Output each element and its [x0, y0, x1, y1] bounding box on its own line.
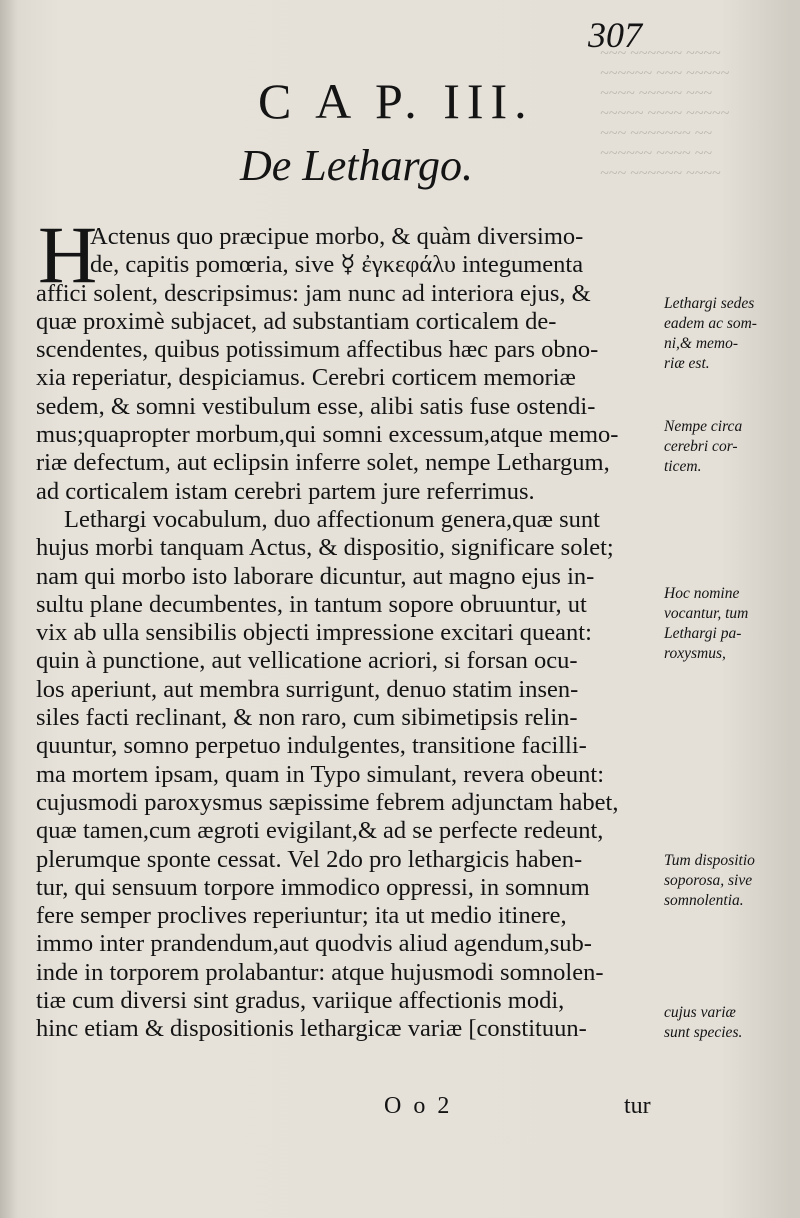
- text-line: los aperiunt, aut membra surrigunt, denuo statim insen-: [36, 675, 579, 703]
- text-line: affici solent, descripsimus: jam nunc ad interiora ejus, &: [36, 279, 591, 307]
- margin-note-line: Lethargi sedes: [664, 295, 755, 312]
- catchword: tur: [624, 1093, 651, 1119]
- text-line: nam qui morbo isto laborare dicuntur, aut magno ejus in-: [36, 562, 595, 590]
- margin-note-line: ticem.: [664, 458, 702, 475]
- margin-note-line: roxysmus,: [664, 645, 726, 662]
- text-line: vix ab ulla sensibilis objecti impressione excitari queant:: [36, 619, 592, 647]
- chapter-heading: C A P. III.: [258, 73, 534, 129]
- text-line: sedem, & somni vestibulum esse, alibi satis fuse ostendi-: [36, 392, 596, 420]
- margin-note-line: soporosa, sive: [664, 872, 753, 889]
- text-line: Lethargi vocabulum, duo affectionum genera,quæ sunt: [64, 505, 600, 533]
- text-line: tiæ cum diversi sint gradus, variique affectionis modi,: [36, 987, 565, 1015]
- signature-mark: O o 2: [384, 1093, 453, 1119]
- text-line: quæ proximè subjacet, ad substantiam corticalem de-: [36, 307, 557, 335]
- text-line: quæ tamen,cum ægroti evigilant,& ad se perfecte redeunt,: [36, 817, 604, 845]
- margin-note-line: vocantur, tum: [664, 605, 749, 622]
- margin-note-line: Tum dispositio: [664, 852, 755, 869]
- text-line: tur, qui sensuum torpore immodico oppressi, in somnum: [36, 873, 590, 901]
- margin-note-hoc-nomine: [664, 584, 796, 664]
- text-line: siles facti reclinant, & non raro, cum sibimetipsis relin-: [36, 704, 578, 732]
- margin-note-line: riæ est.: [664, 355, 710, 372]
- text-line: sultu plane decumbentes, in tantum sopore obruuntur, ut: [36, 590, 587, 618]
- margin-note-line: sunt species.: [664, 1024, 743, 1041]
- bleed-through-text: ~~~ ~~~~~~ ~~~~ ~~~~~~ ~~~ ~~~~~ ~~~~ ~~~~~ ~~~ ~~~~~ ~~~~ ~~~~~ ~~~ ~~~~~~~ ~~ ~~~~~~ ~~~~ ~~ ~~~ ~~~~~~ ~~~~: [600, 45, 730, 182]
- text-line: hujus morbi tanquam Actus, & dispositio, significare solet;: [36, 534, 614, 562]
- chapter-subtitle: De Lethargo.: [240, 141, 474, 190]
- main-text: [36, 209, 656, 1044]
- text-line: quuntur, somno perpetuo indulgentes, transitione facilli-: [36, 732, 587, 760]
- margin-note-line: Lethargi pa-: [664, 625, 742, 642]
- text-line: fere semper proclives reperiuntur; ita ut medio itinere,: [36, 902, 567, 930]
- margin-note-line: Nempe circa: [664, 418, 743, 435]
- drop-cap: H: [38, 209, 98, 300]
- text-line: Actenus quo præcipue morbo, & quàm diversimo-: [90, 223, 584, 250]
- margin-note-lethargi-sedes: [664, 294, 796, 374]
- margin-note-nempe-circa: [664, 417, 796, 477]
- text-line: mus;quapropter morbum,qui somni excessum,atque memo-: [36, 421, 619, 449]
- margin-note-line: cujus variæ: [664, 1004, 736, 1021]
- text-line: immo inter prandendum,aut quodvis aliud agendum,sub-: [36, 930, 592, 958]
- text-line: ma mortem ipsam, quam in Typo simulant, revera obeunt:: [36, 760, 605, 788]
- text-line: de, capitis pomœria, sive ☿ ἐγκεφάλυ integumenta: [90, 251, 584, 279]
- text-line: inde in torporem prolabantur: atque hujusmodi somnolen-: [36, 958, 604, 986]
- margin-note-line: cerebri cor-: [664, 438, 738, 455]
- margin-note-line: somnolentia.: [664, 892, 744, 909]
- margin-note-tum-dispositio: [664, 851, 796, 911]
- text-line: scendentes, quibus potissimum affectibus hæc pars obno-: [36, 336, 599, 364]
- text-line: hinc etiam & dispositionis lethargicæ variæ [constituun-: [36, 1015, 587, 1043]
- text-line: plerumque sponte cessat. Vel 2do pro lethargicis haben-: [36, 845, 583, 873]
- margin-note-line: Hoc nomine: [664, 585, 740, 602]
- page-number: 307: [588, 15, 642, 55]
- text-line: riæ defectum, aut eclipsin inferre solet, nempe Lethargum,: [36, 449, 610, 477]
- text-line: ad corticalem istam cerebri partem jure referrimus.: [36, 477, 535, 505]
- text-line: quin à punctione, aut vellicatione acriori, si forsan ocu-: [36, 647, 578, 675]
- margin-note-line: eadem ac som-: [664, 315, 757, 332]
- margin-note-line: ni,& memo-: [664, 335, 739, 352]
- text-line: xia reperiatur, despiciamus. Cerebri corticem memoriæ: [36, 364, 576, 392]
- margin-note-cujus-variae: [664, 1003, 796, 1043]
- text-line: cujusmodi paroxysmus sæpissime febrem adjunctam habet,: [36, 788, 619, 816]
